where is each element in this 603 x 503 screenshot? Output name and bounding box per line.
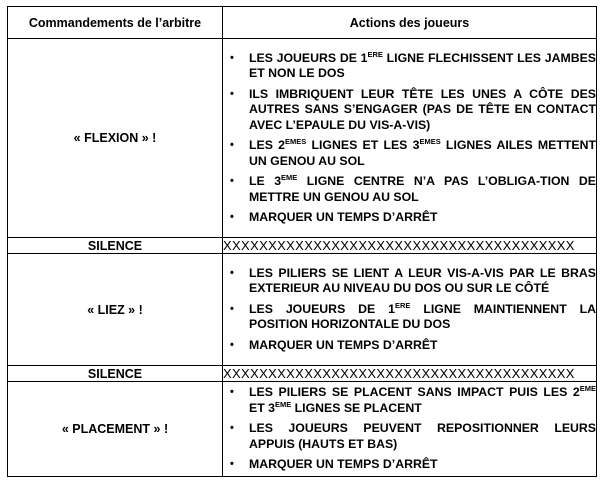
- action-text: LIGNES AILES METTENT UN GENOU AU SOL: [249, 138, 596, 168]
- action-text: ILS IMBRIQUENT LEUR TÊTE LES UNES A CÔTE DES AUTRES SANS S’ENGAGER (PAS DE TÊTE EN CONTACT AVEC L’EPAULE DU VIS-A-VIS): [249, 86, 596, 132]
- action-text: LES JOUEURS DE 1: [249, 301, 395, 316]
- header-referee-commands: Commandements de l’arbitre: [8, 7, 223, 39]
- ordinal-superscript: EMES: [285, 137, 307, 146]
- bullet-icon: •: [230, 211, 234, 223]
- table-row: [8, 238, 597, 254]
- action-item: [223, 385, 596, 416]
- action-text: LES 2: [249, 138, 285, 152]
- bullet-icon: •: [230, 302, 234, 315]
- actions-cell: [223, 39, 597, 238]
- command-silence: SILENCE: [8, 238, 223, 254]
- actions-list: [223, 266, 596, 354]
- actions-list: [223, 51, 596, 226]
- ordinal-superscript: ERE: [367, 49, 383, 59]
- ordinal-superscript: EME: [274, 399, 292, 409]
- action-item: [223, 138, 596, 169]
- action-text: LE 3: [249, 174, 282, 188]
- command-liez: « LIEZ » !: [8, 254, 223, 366]
- action-item: [223, 210, 596, 226]
- action-item: [223, 457, 596, 473]
- actions-cell: [223, 382, 597, 477]
- action-text: LES PILIERS SE PLACENT SANS IMPACT PUIS LES 2: [249, 385, 580, 400]
- bullet-icon: •: [230, 266, 234, 279]
- action-text: LES PILIERS SE LIENT A LEUR VIS-A-VIS PAR LE BRAS EXTERIEUR AU NIVEAU DU DOS OU SUR LE CÔTÉ: [249, 265, 596, 296]
- bullet-icon: •: [230, 386, 234, 399]
- command-silence: SILENCE: [8, 366, 223, 382]
- action-item: [223, 302, 596, 333]
- table-row: [8, 382, 597, 477]
- action-item: [223, 338, 596, 354]
- ordinal-superscript: EME: [579, 384, 596, 394]
- actions-cell: [223, 254, 597, 366]
- bullet-icon: •: [230, 139, 234, 151]
- ordinal-superscript: EMES: [419, 137, 441, 146]
- action-text: MARQUER UN TEMPS D’ARRÊT: [249, 337, 438, 352]
- bullet-icon: •: [230, 87, 234, 100]
- actions-list: [223, 385, 596, 473]
- action-text: ET 3: [249, 400, 275, 415]
- action-text: LIGNES SE PLACENT: [291, 400, 422, 415]
- table-row: [8, 254, 597, 366]
- bullet-icon: •: [230, 175, 234, 187]
- action-text: MARQUER UN TEMPS D’ARRÊT: [249, 457, 438, 472]
- action-item: [223, 174, 596, 205]
- action-text: LIGNES ET LES 3: [306, 138, 420, 152]
- header-player-actions: Actions des joueurs: [223, 7, 597, 39]
- bullet-icon: •: [230, 51, 234, 64]
- table-header-row: [8, 7, 597, 39]
- action-text: LIGNE MAINTIENNENT LA POSITION HORIZONTALE DU DOS: [249, 301, 596, 332]
- action-item: [223, 87, 596, 134]
- action-text: LES JOUEURS PEUVENT REPOSITIONNER LEURS APPUIS (HAUTS ET BAS): [249, 421, 596, 451]
- action-item: [223, 51, 596, 82]
- bullet-icon: •: [230, 458, 234, 471]
- ordinal-superscript: EME: [281, 173, 298, 182]
- command-placement: « PLACEMENT » !: [8, 382, 223, 477]
- filler-cell: XXXXXXXXXXXXXXXXXXXXXXXXXXXXXXXXXXXXXXX: [223, 366, 597, 382]
- table-row: [8, 366, 597, 382]
- filler-cell: XXXXXXXXXXXXXXXXXXXXXXXXXXXXXXXXXXXXXXX: [223, 238, 597, 254]
- action-text: MARQUER UN TEMPS D’ARRÊT: [249, 210, 438, 224]
- bullet-icon: •: [230, 422, 234, 435]
- action-text: LIGNE FLECHISSENT LES JAMBES ET NON LE DOS: [249, 50, 596, 80]
- table-row: [8, 39, 597, 238]
- command-flexion: « FLEXION » !: [8, 39, 223, 238]
- action-text: LES JOUEURS DE 1: [249, 50, 368, 65]
- action-item: [223, 421, 596, 452]
- ordinal-superscript: ERE: [395, 300, 411, 310]
- referee-commands-table: [7, 6, 597, 477]
- bullet-icon: •: [230, 338, 234, 351]
- action-item: [223, 266, 596, 297]
- action-text: LIGNE CENTRE N’A PAS L’OBLIGA-TION DE METTRE UN GENOU AU SOL: [249, 174, 596, 204]
